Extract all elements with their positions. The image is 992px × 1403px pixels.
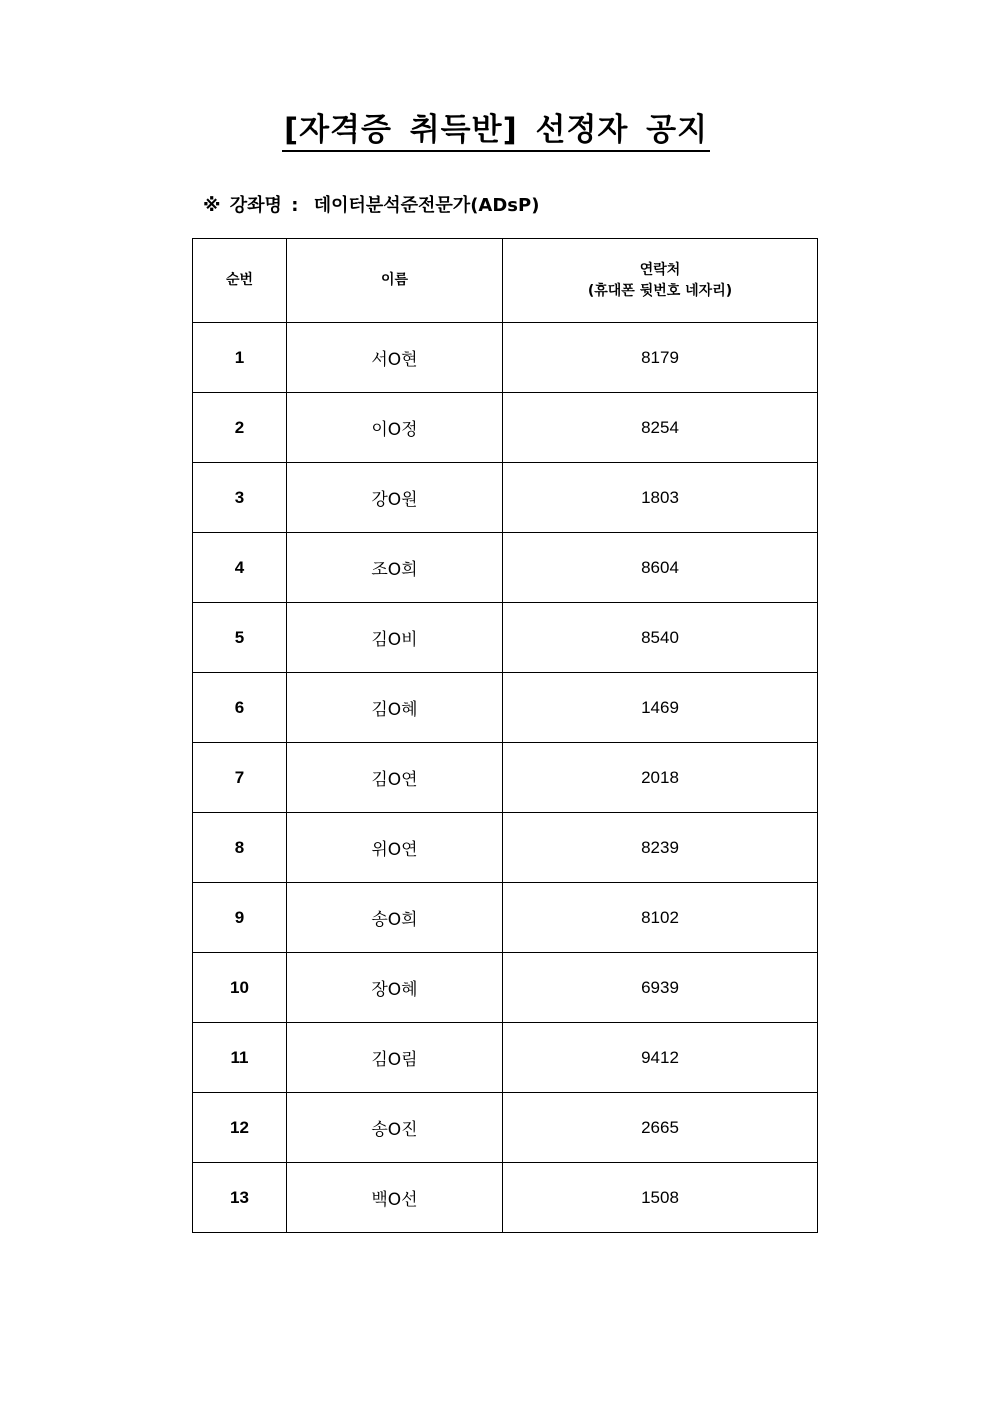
selected-applicants-table (192, 238, 818, 1233)
row-number: 1 (193, 323, 287, 393)
row-contact: 8604 (503, 533, 818, 603)
table-row (193, 673, 818, 743)
row-number: 10 (193, 953, 287, 1023)
course-info (203, 194, 539, 218)
row-number: 13 (193, 1163, 287, 1233)
row-name: 백O선 (287, 1163, 503, 1233)
row-name: 장O혜 (287, 953, 503, 1023)
table-row (193, 813, 818, 883)
row-name: 위O연 (287, 813, 503, 883)
row-name: 김O림 (287, 1023, 503, 1093)
row-contact: 9412 (503, 1023, 818, 1093)
table-row (193, 1023, 818, 1093)
table-row (193, 603, 818, 673)
row-contact: 1469 (503, 673, 818, 743)
row-name: 김O비 (287, 603, 503, 673)
table-row (193, 953, 818, 1023)
course-name: 데이터분석준전문가(ADsP) (313, 195, 540, 216)
row-number: 11 (193, 1023, 287, 1093)
row-number: 3 (193, 463, 287, 533)
row-number: 7 (193, 743, 287, 813)
row-number: 9 (193, 883, 287, 953)
header-name: 이름 (287, 239, 503, 323)
row-name: 이O정 (287, 393, 503, 463)
row-number: 5 (193, 603, 287, 673)
row-name: 서O현 (287, 323, 503, 393)
row-contact: 8102 (503, 883, 818, 953)
row-name: 송O희 (287, 883, 503, 953)
row-contact: 1803 (503, 463, 818, 533)
row-contact: 1508 (503, 1163, 818, 1233)
reference-mark-icon: ※ (203, 195, 221, 216)
table-row (193, 743, 818, 813)
row-contact: 6939 (503, 953, 818, 1023)
row-name: 송O진 (287, 1093, 503, 1163)
header-contact-note: (휴대폰 뒷번호 네자리) (587, 282, 733, 299)
row-name: 강O원 (287, 463, 503, 533)
row-number: 6 (193, 673, 287, 743)
table-row (193, 1163, 818, 1233)
header-contact (503, 239, 818, 323)
row-name: 조O희 (287, 533, 503, 603)
row-name: 김O연 (287, 743, 503, 813)
table-header-row (193, 239, 818, 323)
row-contact: 8254 (503, 393, 818, 463)
table-row (193, 1093, 818, 1163)
header-contact-title: 연락처 (639, 261, 681, 278)
table-row (193, 323, 818, 393)
row-number: 2 (193, 393, 287, 463)
header-no: 순번 (193, 239, 287, 323)
course-label: 강좌명 : (229, 195, 299, 216)
row-number: 12 (193, 1093, 287, 1163)
row-contact: 8179 (503, 323, 818, 393)
table-row (193, 883, 818, 953)
row-contact: 2018 (503, 743, 818, 813)
table-row (193, 463, 818, 533)
row-number: 8 (193, 813, 287, 883)
row-contact: 8239 (503, 813, 818, 883)
row-contact: 2665 (503, 1093, 818, 1163)
row-contact: 8540 (503, 603, 818, 673)
row-number: 4 (193, 533, 287, 603)
page-title-wrapper (0, 110, 992, 152)
page-title: [자격증 취득반] 선정자 공지 (282, 110, 710, 152)
row-name: 김O혜 (287, 673, 503, 743)
table-row (193, 393, 818, 463)
table-row (193, 533, 818, 603)
